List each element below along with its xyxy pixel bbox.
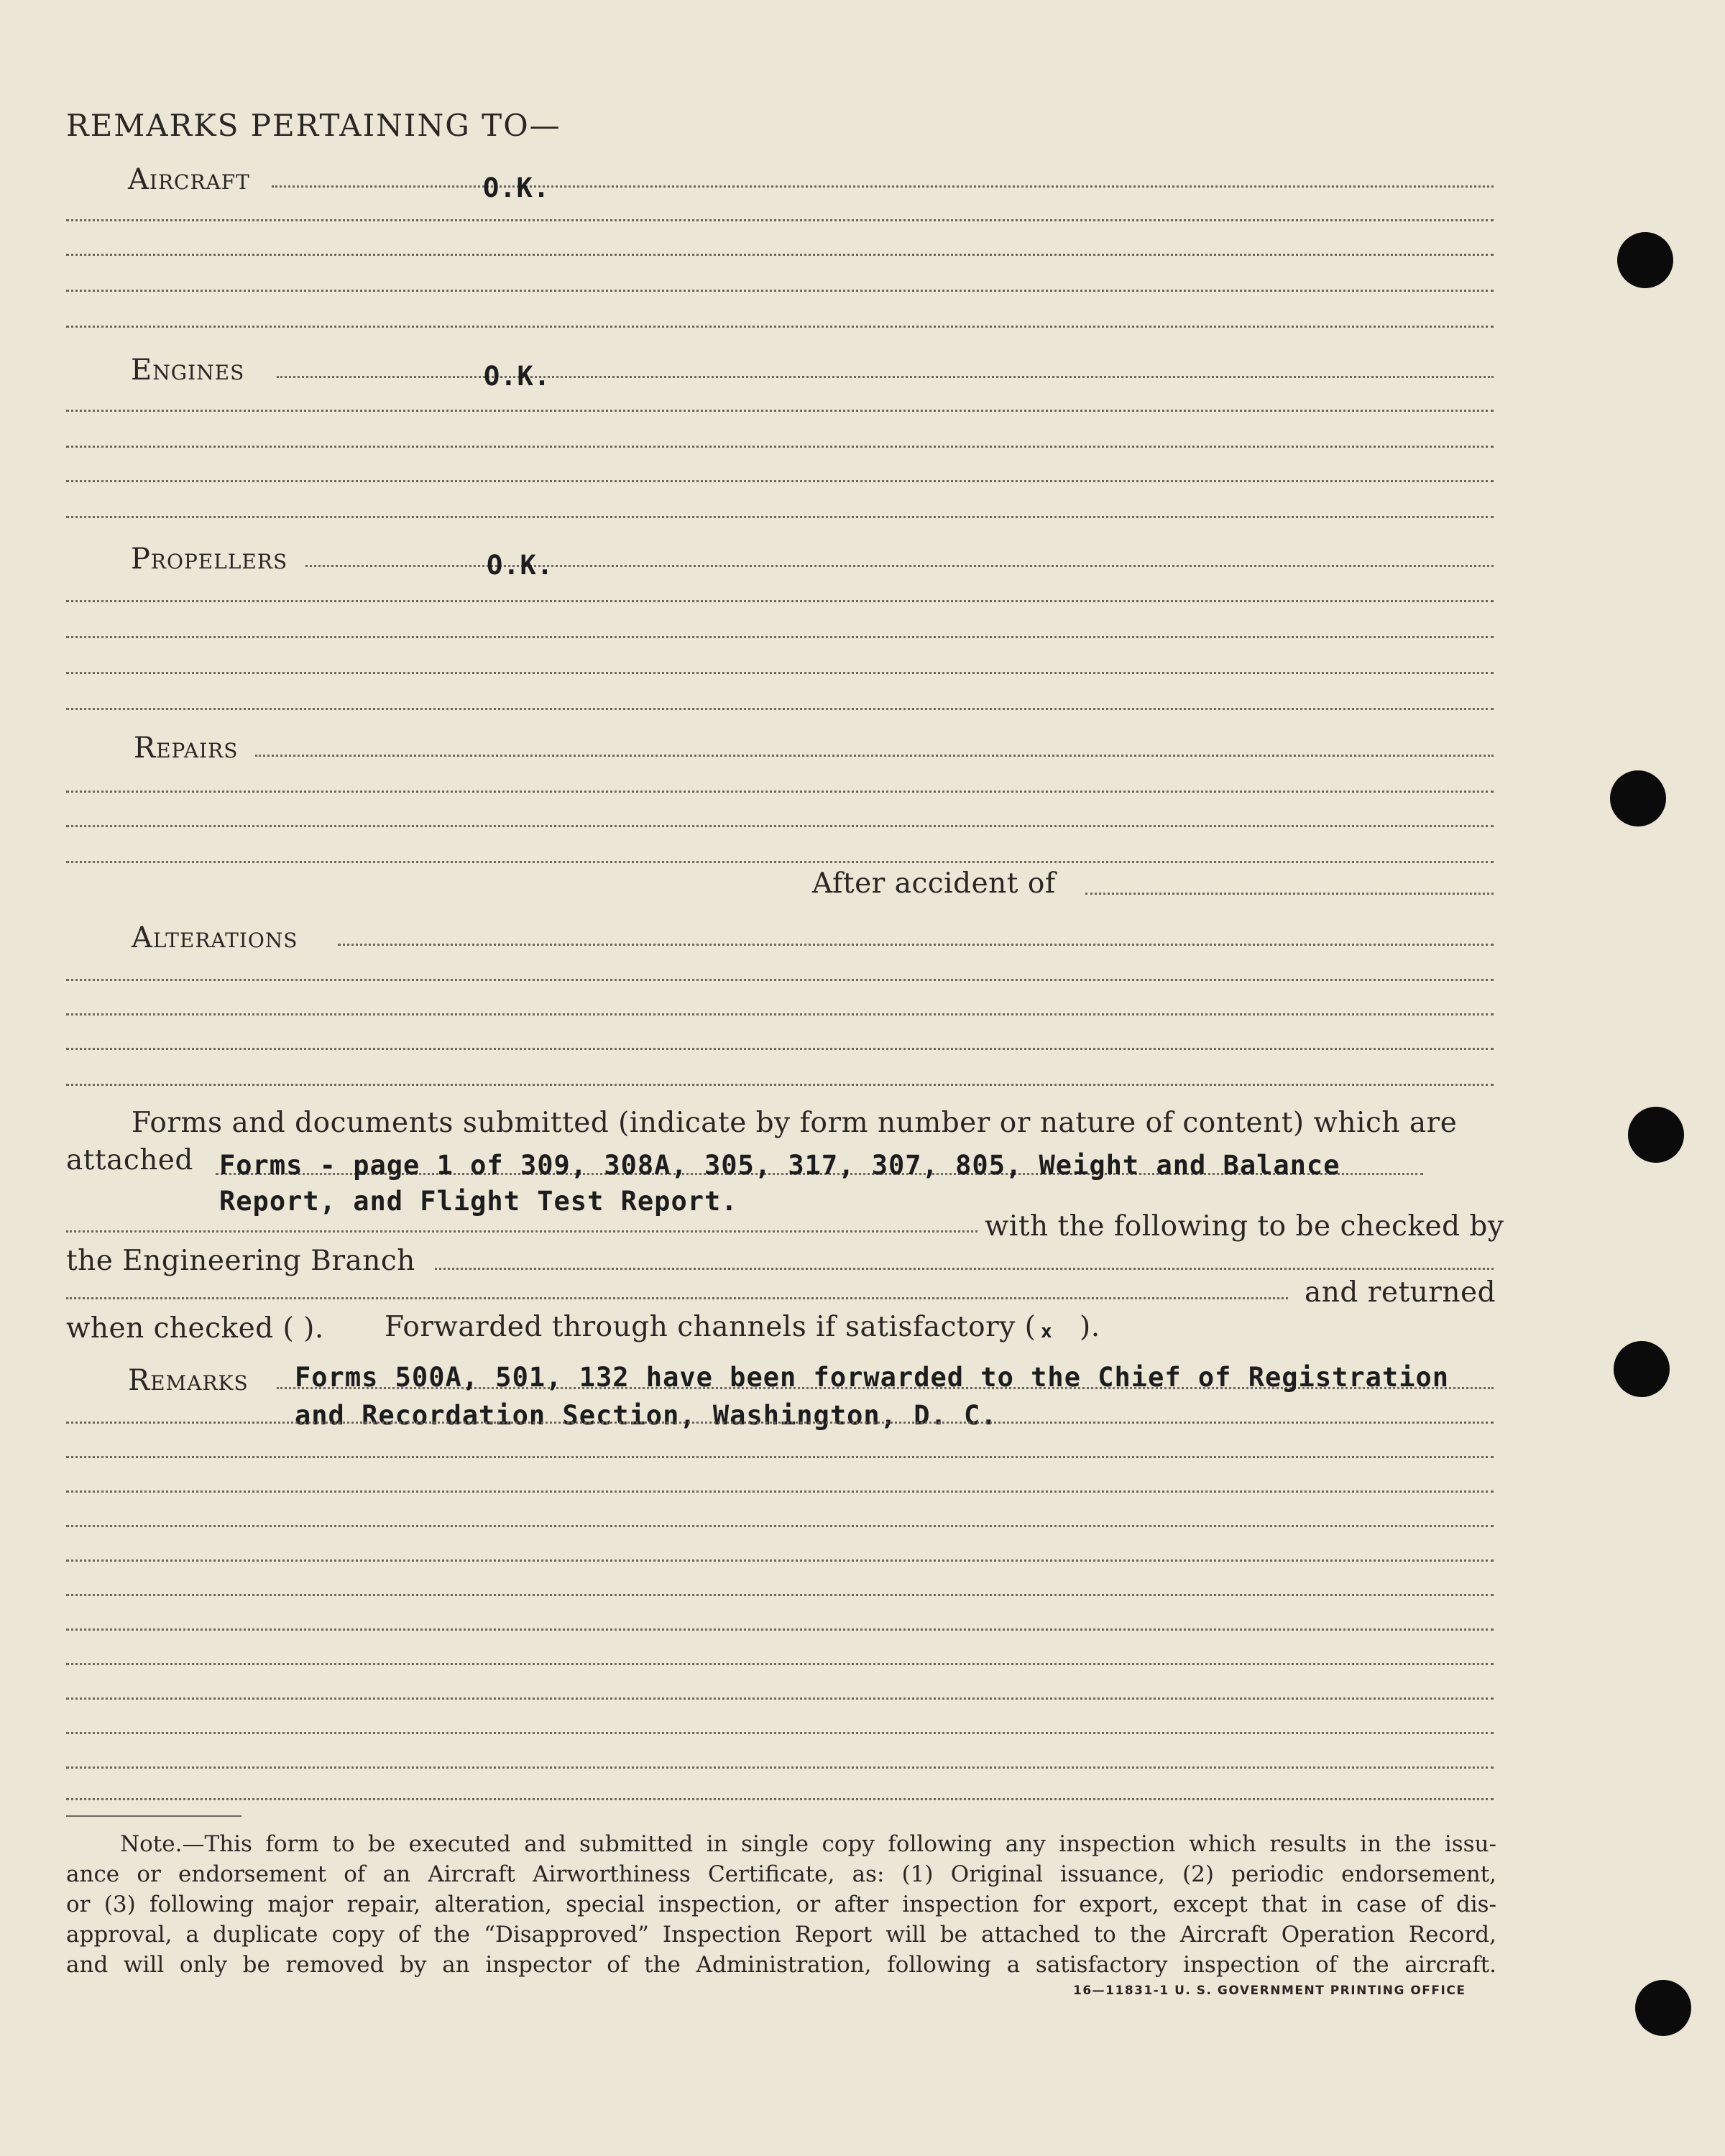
blank-line (66, 1560, 1494, 1562)
forwarded-close: ). (1080, 1311, 1100, 1343)
blank-line (66, 708, 1494, 710)
blank-line (66, 672, 1494, 674)
engineering-branch-leader (435, 1268, 1494, 1270)
blank-line (66, 1663, 1494, 1665)
engineering-branch-text: the Engineering Branch (66, 1245, 415, 1277)
aircraft-leader (272, 185, 1494, 188)
printing-office-footer: 16—11831-1 U. S. GOVERNMENT PRINTING OFFICE (1073, 1984, 1466, 1998)
forwarded-text: Forwarded through channels if satisfactory ( (385, 1311, 1036, 1343)
propellers-value: O.K. (487, 550, 554, 581)
engines-label: Engines (131, 354, 245, 387)
blank-line (66, 516, 1494, 518)
aircraft-label: Aircraft (128, 163, 250, 196)
aircraft-value: O.K. (483, 172, 551, 203)
blank-line (66, 861, 1494, 863)
blank-line (66, 219, 1494, 221)
note-line: ance or endorsement of an Aircraft Airworthiness Certificate, as: (1) Original issuance, (2) periodic endorsement, (66, 1861, 1496, 1887)
blank-line (66, 1013, 1494, 1015)
remarks-value-1: Forms 500A, 501, 132 have been forwarded to the Chief of Registration (295, 1362, 1450, 1393)
alterations-label: Alterations (132, 921, 298, 954)
blank-line (66, 1594, 1494, 1596)
and-returned-text: and returned (1305, 1276, 1496, 1309)
binder-hole (1610, 770, 1666, 826)
blank-line (66, 979, 1494, 981)
blank-line (66, 1084, 1494, 1086)
blank-line (66, 326, 1494, 328)
note-line: Note.—This form to be executed and submitted in single copy following any inspection which results in the issu- (120, 1831, 1496, 1857)
blank-line (66, 825, 1494, 827)
binder-hole (1628, 1107, 1684, 1163)
alterations-leader (338, 944, 1494, 946)
attached-value-2: Report, and Flight Test Report. (219, 1186, 738, 1217)
engines-value: O.K. (484, 361, 551, 392)
forms-instruction: Forms and documents submitted (indicate by form number or nature of content) which are (132, 1107, 1458, 1139)
blank-line (66, 1456, 1494, 1458)
note-line: or (3) following major repair, alteration, special inspection, or after inspection for export, except that in case of dis- (66, 1892, 1496, 1917)
checked-by-text: with the following to be checked by (985, 1210, 1504, 1243)
blank-line (66, 1491, 1494, 1493)
after-accident-label: After accident of (812, 867, 1056, 900)
attached-value-1: Forms - page 1 of 309, 308A, 305, 317, 307, 805, Weight and Balance (219, 1150, 1340, 1181)
blank-line (66, 1628, 1494, 1631)
blank-line (66, 600, 1494, 602)
engines-leader (277, 376, 1494, 378)
blank-line (66, 480, 1494, 482)
blank-line (66, 1798, 1494, 1800)
binder-hole (1614, 1341, 1670, 1397)
note-separator (66, 1815, 242, 1817)
forwarded-checkbox-mark: x (1041, 1321, 1053, 1342)
blank-line (66, 410, 1494, 412)
repairs-label: Repairs (134, 732, 239, 765)
attached-leader-2 (66, 1230, 978, 1233)
returned-leader (66, 1297, 1288, 1299)
note-line: and will only be removed by an inspector of the Administration, following a satisfactory inspection of the aircraft. (66, 1952, 1496, 1978)
blank-line (66, 1697, 1494, 1700)
note-line: approval, a duplicate copy of the “Disapproved” Inspection Report will be attached to the Aircraft Operation Record, (66, 1922, 1496, 1948)
blank-line (66, 1525, 1494, 1527)
attached-label: attached (66, 1144, 193, 1176)
form-note (66, 1829, 1496, 1980)
blank-line (66, 290, 1494, 292)
repairs-leader (255, 755, 1494, 757)
blank-line (66, 1048, 1494, 1050)
propellers-leader (305, 565, 1494, 567)
when-checked-text: when checked ( ). (66, 1312, 324, 1345)
blank-line (66, 636, 1494, 638)
remarks-label: Remarks (128, 1364, 249, 1397)
blank-line (66, 254, 1494, 256)
remarks-value-2: and Recordation Section, Washington, D. C. (295, 1400, 998, 1431)
page-title: REMARKS PERTAINING TO— (66, 108, 561, 143)
binder-hole (1635, 1980, 1691, 2036)
blank-line (66, 791, 1494, 793)
blank-line (66, 1766, 1494, 1769)
after-accident-leader (1085, 893, 1494, 895)
propellers-label: Propellers (131, 543, 288, 576)
binder-hole (1617, 232, 1673, 288)
blank-line (66, 446, 1494, 448)
blank-line (66, 1732, 1494, 1734)
blank-line (66, 1422, 1494, 1424)
